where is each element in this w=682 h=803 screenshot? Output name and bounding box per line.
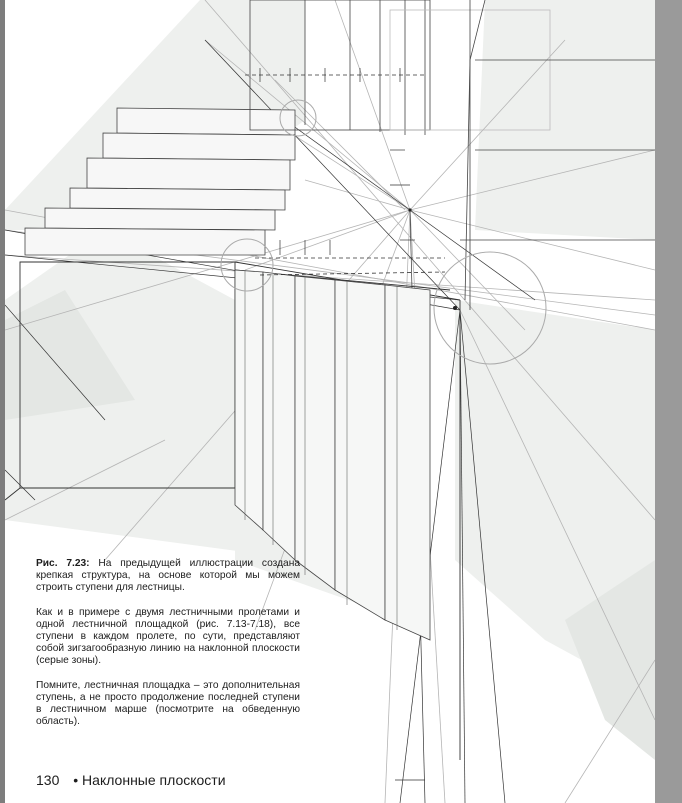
caption-paragraph-3: Помните, лестничная площадка – это дополнительная ступень, а не просто продолжение последней ступени в лестничном марше (посмотрите на обведенную область).: [36, 679, 300, 728]
scan-edge-right: [655, 0, 682, 803]
book-page: [5, 0, 655, 803]
page-footer: [36, 772, 226, 788]
page-number: 130: [36, 772, 60, 788]
vanishing-point: [408, 208, 411, 211]
figure-caption: [36, 558, 300, 740]
chapter-title: • Наклонные плоскости: [73, 772, 226, 788]
caption-paragraph-2: Как и в примере с двумя лестничными пролетами и одной лестничной площадкой (рис. 7.13-7.18), все ступени в каждом пролете, по сути, представляют собой зигзагообразную линию на наклонной плоскости (серые зоны).: [36, 606, 300, 667]
figure-label: Рис. 7.23:: [36, 558, 90, 569]
landing-point: [453, 306, 457, 310]
caption-paragraph-1: [36, 558, 300, 595]
caption-text-1: На предыдущей иллюстрации создана крепкая структура, на основе которой мы можем строить ступени для лестницы.: [36, 558, 300, 594]
